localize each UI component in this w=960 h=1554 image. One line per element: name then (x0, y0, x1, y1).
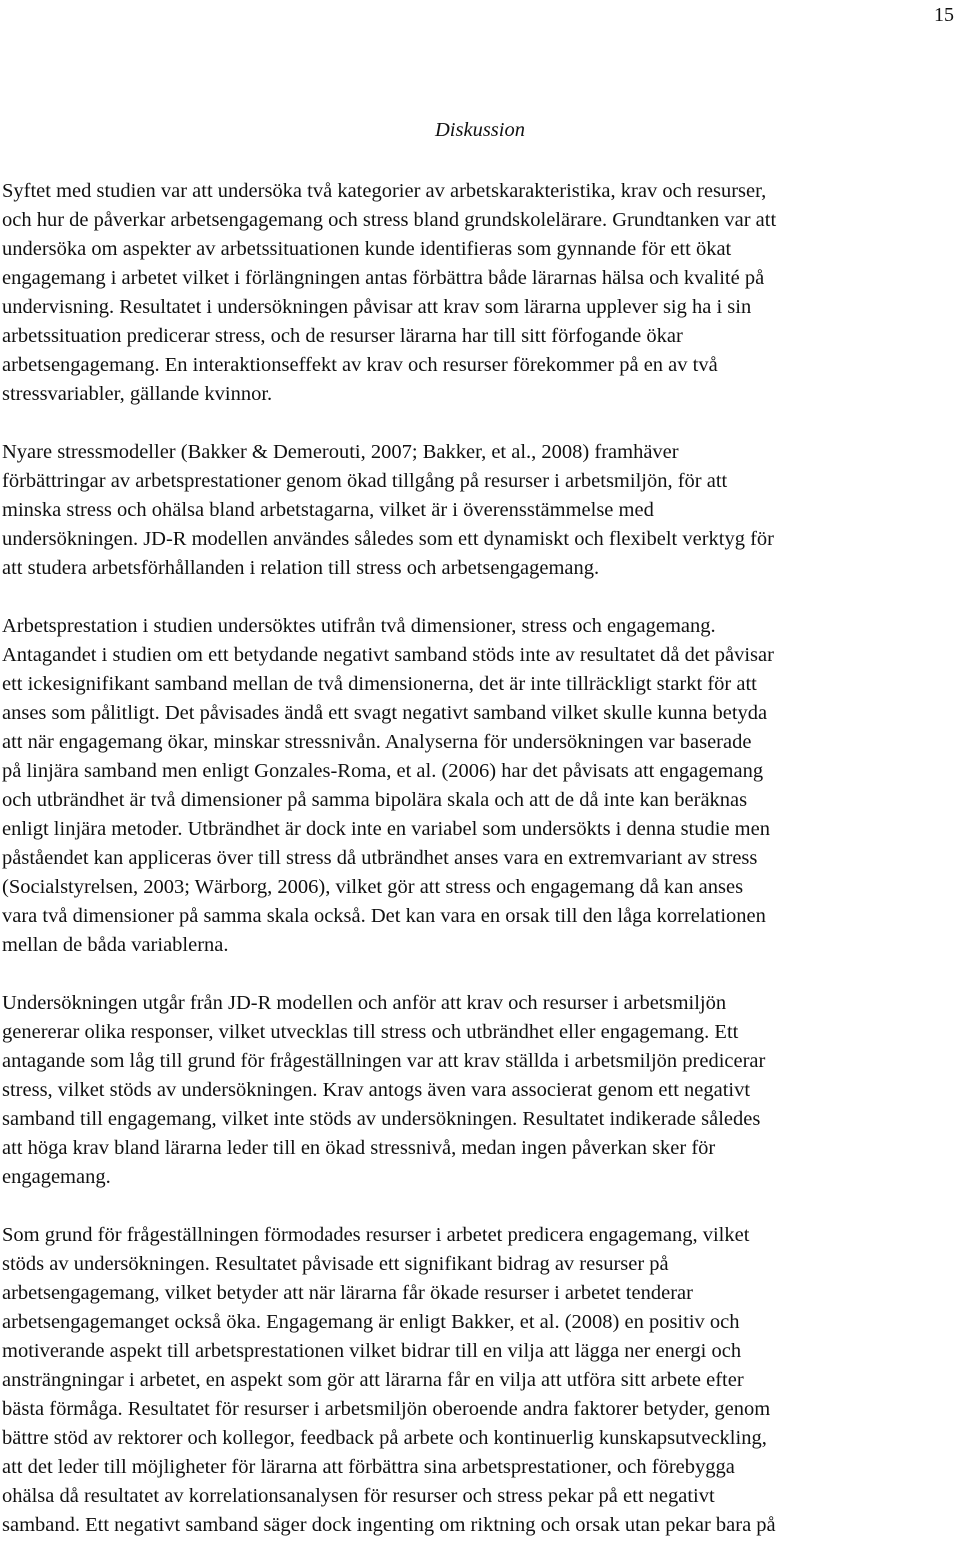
text-line: bättre stöd av rektorer och kollegor, feedback på arbete och kontinuerlig kunskapsutveckling, (2, 1427, 767, 1449)
text-line: minska stress och ohälsa bland arbetstagarna, vilket är i överensstämmelse med (2, 499, 654, 521)
text-line: arbetssituation predicerar stress, och de resurser lärarna har till sitt förfogande ökar (2, 325, 683, 347)
text-line: (Socialstyrelsen, 2003; Wärborg, 2006), vilket gör att stress och engagemang då kan anses (2, 876, 744, 898)
section-heading: Diskussion (435, 119, 525, 141)
text-line: samband till engagemang, vilket inte stöds av undersökningen. Resultatet indikerade således (2, 1108, 761, 1130)
text-line: Arbetsprestation i studien undersöktes utifrån två dimensioner, stress och engagemang. (2, 615, 716, 637)
text-line: genererar olika responser, vilket utvecklas till stress och utbrändhet eller engagemang. Ett (2, 1021, 739, 1043)
text-line: engagemang i arbetet vilket i förlängningen antas förbättra både lärarnas hälsa och kvalité på (2, 267, 765, 289)
text-line: att höga krav bland lärarna leder till en ökad stressnivå, medan ingen påverkan sker för (2, 1137, 716, 1159)
text-line: bästa förmåga. Resultatet för resurser i arbetsmiljön oberoende andra faktorer betyder, genom (2, 1398, 771, 1420)
text-line: ansträngningar i arbetet, en aspekt som gör att lärarna får en vilja att utföra sitt arbete efter (2, 1369, 744, 1391)
text-line: motiverande aspekt till arbetsprestationen vilket bidrar till en vilja att lägga ner energi och (2, 1340, 742, 1362)
text-line: och hur de påverkar arbetsengagemang och stress bland grundskolelärare. Grundtanken var att (2, 209, 777, 231)
paragraph (2, 612, 958, 960)
text-line: Syftet med studien var att undersöka två kategorier av arbetskarakteristika, krav och resurser, (2, 180, 767, 202)
text-line: och utbrändhet är två dimensioner på samma bipolära skala och att de då inte kan beräknas (2, 789, 748, 811)
text-line: mellan de båda variablerna. (2, 934, 229, 956)
text-line: Som grund för frågeställningen förmodades resurser i arbetet predicera engagemang, vilket (2, 1224, 750, 1246)
text-line: anses som pålitligt. Det påvisades ändå ett svagt negativt samband vilket skulle kunna betyda (2, 702, 768, 724)
text-line: undervisning. Resultatet i undersökningen påvisar att krav som lärarna upplever sig ha i sin (2, 296, 752, 318)
body-text (2, 177, 958, 1540)
text-line: påståendet kan appliceras över till stress då utbrändhet anses vara en extremvariant av stress (2, 847, 758, 869)
text-line: att när engagemang ökar, minskar stressnivån. Analyserna för undersökningen var baserade (2, 731, 752, 753)
text-line: vara två dimensioner på samma skala också. Det kan vara en orsak till den låga korrelationen (2, 905, 766, 927)
text-line: arbetsengagemang, vilket betyder att när lärarna får ökade resurser i arbetet tenderar (2, 1282, 693, 1304)
text-line: engagemang. (2, 1166, 111, 1188)
paragraph (2, 989, 958, 1192)
text-line: att studera arbetsförhållanden i relation till stress och arbetsengagemang. (2, 557, 600, 579)
text-line: stress, vilket stöds av undersökningen. Krav antogs även vara associerat genom ett negativt (2, 1079, 751, 1101)
text-line: att det leder till möjligheter för lärarna att förbättra sina arbetsprestationer, och förebygga (2, 1456, 735, 1478)
text-line: Nyare stressmodeller (Bakker & Demerouti, 2007; Bakker, et al., 2008) framhäver (2, 441, 679, 463)
text-line: förbättringar av arbetsprestationer genom ökad tillgång på resurser i arbetsmiljön, för att (2, 470, 728, 492)
text-line: undersöka om aspekter av arbetssituationen kunde identifieras som gynnande för ett ökat (2, 238, 732, 260)
text-line: undersökningen. JD-R modellen användes således som ett dynamiskt och flexibelt verktyg för (2, 528, 774, 550)
text-line: på linjära samband men enligt Gonzales-Roma, et al. (2006) har det påvisats att engagemang (2, 760, 764, 782)
paragraph (2, 177, 958, 409)
text-line: enligt linjära metoder. Utbrändhet är dock inte en variabel som undersökts i denna studie men (2, 818, 770, 840)
text-line: Antagandet i studien om ett betydande negativt samband stöds inte av resultatet då det påvisar (2, 644, 774, 666)
text-line: ett ickesignifikant samband mellan de två dimensionerna, det är inte tillräckligt starkt för att (2, 673, 757, 695)
text-line: ohälsa då resultatet av korrelationsanalysen för resurser och stress pekar på ett negativt (2, 1485, 715, 1507)
text-line: antagande som låg till grund för frågeställningen var att krav ställda i arbetsmiljön predicerar (2, 1050, 766, 1072)
paragraph (2, 438, 958, 583)
page-number: 15 (934, 4, 954, 26)
text-line: stressvariabler, gällande kvinnor. (2, 383, 273, 405)
text-line: arbetsengagemang. En interaktionseffekt av krav och resurser förekommer på en av två (2, 354, 718, 376)
text-line: Undersökningen utgår från JD-R modellen och anför att krav och resurser i arbetsmiljön (2, 992, 727, 1014)
text-line: samband. Ett negativt samband säger dock ingenting om riktning och orsak utan pekar bara på (2, 1514, 776, 1536)
text-line: stöds av undersökningen. Resultatet påvisade ett signifikant bidrag av resurser på (2, 1253, 669, 1275)
paragraph (2, 1221, 958, 1540)
text-line: arbetsengagemanget också öka. Engagemang är enligt Bakker, et al. (2008) en positiv och (2, 1311, 740, 1333)
